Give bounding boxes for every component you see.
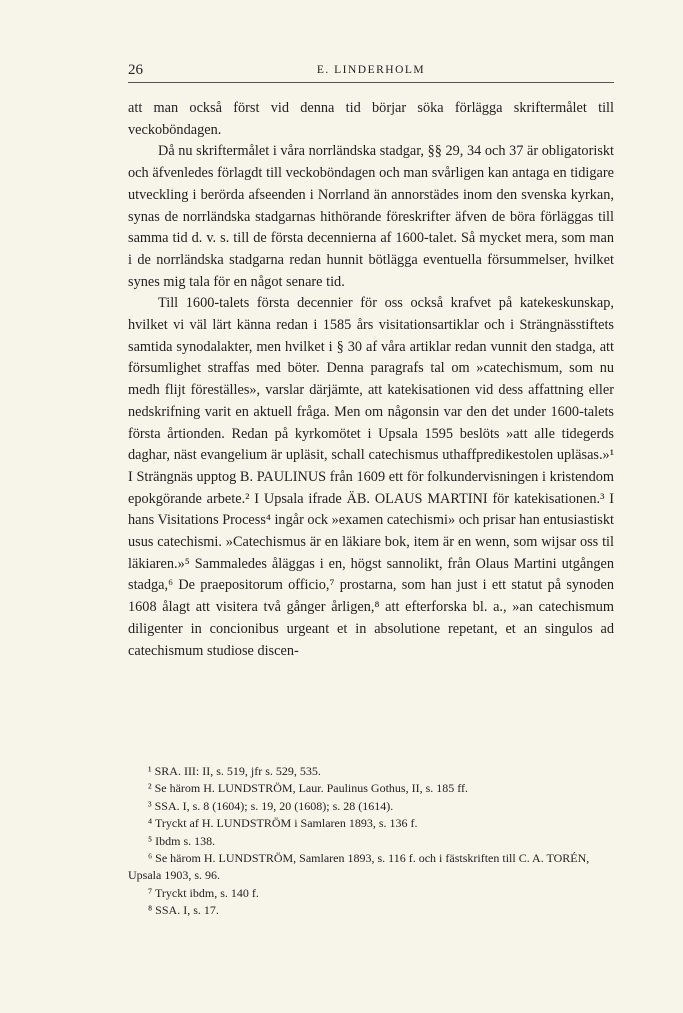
- footnote: ¹ SRA. III: II, s. 519, jfr s. 529, 535.: [148, 764, 321, 778]
- paragraph: Då nu skriftermålet i våra norrländska stadgar, §§ 29, 34 och 37 är obligatoriskt och äfvenledes förlagdt till veckoböndagen och man svårligen kan antaga en tidigare utveckling i berörda afseenden i Norrland än annorstädes inom den svenska kyrkan, synas de norrländska stadgarnas hithörande föreskrifter äfven de böra förläggas till samma tid d. v. s. till de första decennierna af 1600-talet. Så mycket mera, som man i de norrländska stadgarna redan hunnit bötlägga eventuella försummelser, hvilket synes mig tala för en något senare tid.: [128, 143, 614, 290]
- footnote: ⁵ Ibdm s. 138.: [148, 833, 216, 848]
- paragraph: Till 1600-talets första decennier för oss också krafvet på katekeskunskap, hvilket vi väl lärt känna redan i 1585 års visitationsartiklar och i Strängnässtiftets samtida synodalakter, men hvilket i § 30 af våra artiklar redan vunnit den stadga, att försumlighet straffas med böter. Denna paragrafs tal om »catechismum, som nu medh flijt föreställes», varslar därjämte, att katekisationen vid dess affattning eller nedskrifning varit en aktuell fråga. Men om någonsin var den det under 1600-talets första årtionden. Redan på kyrkomötet i Upsala 1595 beslöts »att alle tidegerds daghar, näst evangelium är upläsit, schall catechismus uthaffpredikestolen upläsas.»¹ I Strängnäs upptog B. PAULINUS från 1609 ett för folkundervisningen i kristendom epokgörande arbete.² I Upsala ifrade ÄB. OLAUS MARTINI för katekisationen.³ I hans Visitations Process⁴ ingår ock »examen catechismi» och prisar han entusiastiskt usus catechismi. »Catechismus är en läkiare bok, item är en wenn, som wijsar oss til läkiaren.»⁵ Sammaledes åläggas i en, högst sannolikt, från Olaus Martini utgången stadga,⁶ De praepositorum officio,⁷ prostarna, som han just i ett statut på synoden 1608 ålagt att visitera två gånger årligen,⁸ att efterforska bl. a., »an catechismum diligenter in concionibus urgeant et in absolutione repetant, et an singulos ad catechismum studiose discen-: [128, 295, 614, 659]
- footnotes: [128, 763, 614, 920]
- running-head: E. LINDERHOLM: [316, 64, 426, 76]
- footnote: ² Se härom H. LUNDSTRÖM, Laur. Paulinus Gothus, II, s. 185 ff.: [148, 781, 469, 796]
- footnote: ⁴ Tryckt af H. LUNDSTRÖM i Samlaren 1893, s. 136 f.: [148, 816, 418, 831]
- paragraph: att man också först vid denna tid börjar söka förlägga skriftermålet till veckoböndagen.: [128, 100, 614, 138]
- page-header: [128, 62, 614, 83]
- page-number: 26: [128, 62, 143, 78]
- footnote: ³ SSA. I, s. 8 (1604); s. 19, 20 (1608); s. 28 (1614).: [148, 798, 394, 813]
- footnote: ⁷ Tryckt ibdm, s. 140 f.: [148, 885, 259, 900]
- footnote: ⁸ SSA. I, s. 17.: [148, 903, 219, 918]
- footnote: ⁶ Se härom H. LUNDSTRÖM, Samlaren 1893, s. 116 f. och i fästskriften till C. A. TORÉN, Upsala 1903, s. 96.: [128, 851, 590, 883]
- body-text: [128, 98, 614, 662]
